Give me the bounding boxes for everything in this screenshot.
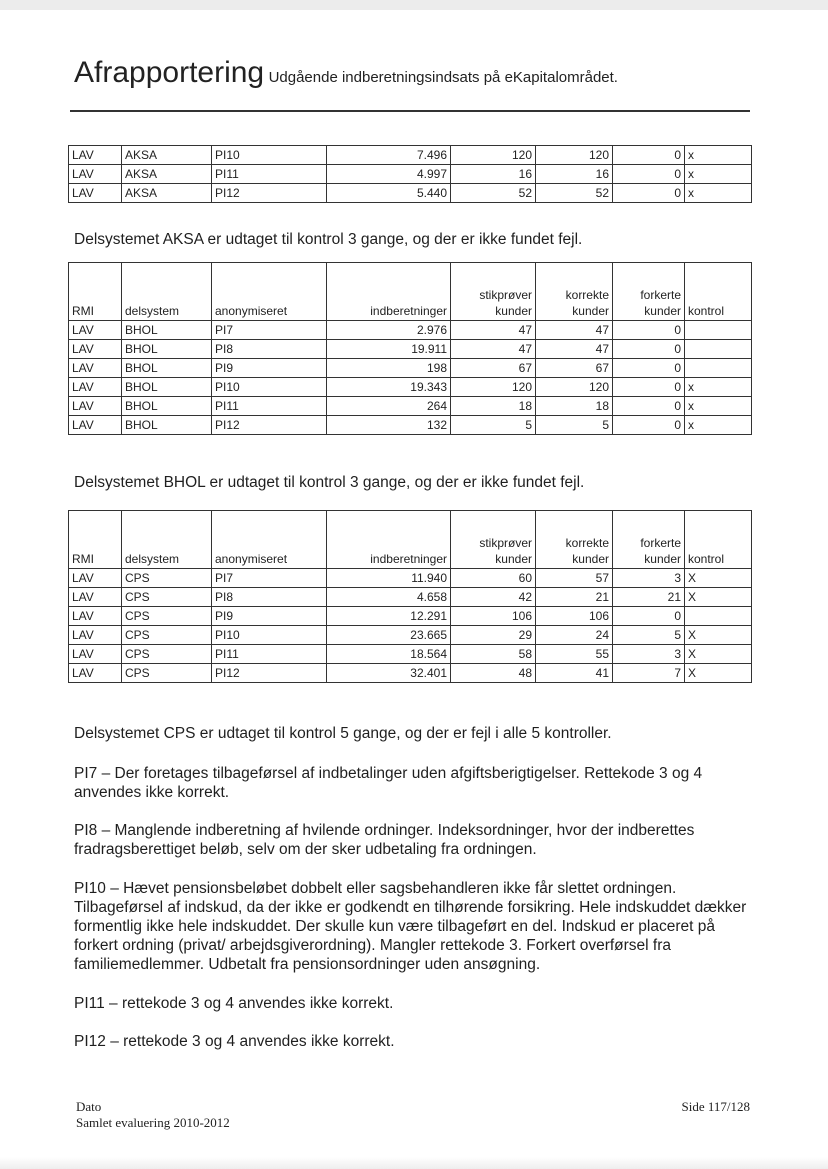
indberetninger-cell: 23.665: [327, 626, 451, 645]
table-row: [69, 340, 752, 359]
cps-table: [68, 510, 752, 683]
anonymiseret-cell: PI8: [212, 588, 327, 607]
rmi-cell: LAV: [69, 378, 122, 397]
stikprover-cell: 18: [451, 397, 536, 416]
delsystem-cell: CPS: [122, 607, 212, 626]
rmi-cell: LAV: [69, 664, 122, 683]
indberetninger-cell: 4.997: [327, 165, 451, 184]
forkerte-cell: 0: [613, 184, 685, 203]
rmi-cell: LAV: [69, 569, 122, 588]
delsystem-cell: CPS: [122, 626, 212, 645]
kontrol-cell: X: [685, 588, 752, 607]
rmi-cell: LAV: [69, 321, 122, 340]
stikprover-cell: 16: [451, 165, 536, 184]
col-anonymiseret: anonymiseret: [212, 511, 327, 569]
stikprover-cell: 5: [451, 416, 536, 435]
anonymiseret-cell: PI7: [212, 321, 327, 340]
page-bottom-edge: [0, 1157, 828, 1169]
anonymiseret-cell: PI7: [212, 569, 327, 588]
forkerte-cell: 3: [613, 569, 685, 588]
stikprover-cell: 47: [451, 340, 536, 359]
kontrol-cell: [685, 340, 752, 359]
kontrol-cell: x: [685, 184, 752, 203]
anonymiseret-cell: PI11: [212, 165, 327, 184]
col-korrekte: korrekte kunder: [536, 263, 613, 321]
stikprover-cell: 120: [451, 378, 536, 397]
forkerte-cell: 5: [613, 626, 685, 645]
aksa-table: [68, 145, 752, 203]
footer-left: [76, 1099, 230, 1131]
kontrol-cell: X: [685, 626, 752, 645]
korrekte-cell: 47: [536, 321, 613, 340]
indberetninger-cell: 5.440: [327, 184, 451, 203]
korrekte-cell: 5: [536, 416, 613, 435]
bhol-summary: Delsystemet BHOL er udtaget til kontrol 3 gange, og der er ikke fundet fejl.: [74, 474, 585, 491]
anonymiseret-cell: PI12: [212, 184, 327, 203]
page-top-edge: [0, 0, 828, 10]
forkerte-cell: 0: [613, 340, 685, 359]
rmi-cell: LAV: [69, 645, 122, 664]
korrekte-cell: 47: [536, 340, 613, 359]
korrekte-cell: 55: [536, 645, 613, 664]
col-delsystem: delsystem: [122, 263, 212, 321]
stikprover-cell: 52: [451, 184, 536, 203]
korrekte-cell: 57: [536, 569, 613, 588]
table-row: [69, 645, 752, 664]
indberetninger-cell: 11.940: [327, 569, 451, 588]
forkerte-cell: 0: [613, 378, 685, 397]
table-row: [69, 321, 752, 340]
kontrol-cell: [685, 321, 752, 340]
rmi-cell: LAV: [69, 359, 122, 378]
rmi-cell: LAV: [69, 165, 122, 184]
delsystem-cell: CPS: [122, 645, 212, 664]
kontrol-cell: [685, 607, 752, 626]
indberetninger-cell: 18.564: [327, 645, 451, 664]
table-row: [69, 359, 752, 378]
kontrol-cell: x: [685, 378, 752, 397]
delsystem-cell: BHOL: [122, 359, 212, 378]
indberetninger-cell: 32.401: [327, 664, 451, 683]
delsystem-cell: CPS: [122, 664, 212, 683]
page-header: [74, 56, 754, 90]
rmi-cell: LAV: [69, 184, 122, 203]
page-subtitle: Udgående indberetningsindsats på eKapitalområdet.: [268, 69, 618, 86]
indberetninger-cell: 264: [327, 397, 451, 416]
page-title: Afrapportering: [74, 56, 265, 89]
stikprover-cell: 120: [451, 146, 536, 165]
korrekte-cell: 52: [536, 184, 613, 203]
rmi-cell: LAV: [69, 146, 122, 165]
rmi-cell: LAV: [69, 340, 122, 359]
col-korrekte: korrekte kunder: [536, 511, 613, 569]
table-row: [69, 146, 752, 165]
forkerte-cell: 0: [613, 146, 685, 165]
delsystem-cell: AKSA: [122, 146, 212, 165]
forkerte-cell: 21: [613, 588, 685, 607]
stikprover-cell: 60: [451, 569, 536, 588]
stikprover-cell: 48: [451, 664, 536, 683]
delsystem-cell: BHOL: [122, 378, 212, 397]
note-pi7: PI7 – Der foretages tilbageførsel af indbetalinger uden afgiftsberigtigelser. Rettekode 3 og 4 anvendes ikke korrekt.: [74, 765, 703, 801]
korrekte-cell: 24: [536, 626, 613, 645]
table-row: [69, 416, 752, 435]
indberetninger-cell: 7.496: [327, 146, 451, 165]
anonymiseret-cell: PI12: [212, 664, 327, 683]
table-row: [69, 165, 752, 184]
rmi-cell: LAV: [69, 588, 122, 607]
rmi-cell: LAV: [69, 607, 122, 626]
header-divider: [70, 110, 750, 112]
anonymiseret-cell: PI10: [212, 378, 327, 397]
korrekte-cell: 41: [536, 664, 613, 683]
note-pi12: PI12 – rettekode 3 og 4 anvendes ikke korrekt.: [74, 1033, 395, 1050]
kontrol-cell: X: [685, 569, 752, 588]
kontrol-cell: x: [685, 416, 752, 435]
rmi-cell: LAV: [69, 416, 122, 435]
korrekte-cell: 67: [536, 359, 613, 378]
anonymiseret-cell: PI10: [212, 626, 327, 645]
delsystem-cell: CPS: [122, 588, 212, 607]
indberetninger-cell: 132: [327, 416, 451, 435]
anonymiseret-cell: PI10: [212, 146, 327, 165]
forkerte-cell: 0: [613, 321, 685, 340]
anonymiseret-cell: PI11: [212, 645, 327, 664]
table-row: [69, 397, 752, 416]
col-kontrol: kontrol: [685, 511, 752, 569]
col-rmi: RMI: [69, 511, 122, 569]
korrekte-cell: 21: [536, 588, 613, 607]
korrekte-cell: 16: [536, 165, 613, 184]
col-rmi: RMI: [69, 263, 122, 321]
stikprover-cell: 106: [451, 607, 536, 626]
cps-summary: Delsystemet CPS er udtaget til kontrol 5 gange, og der er fejl i alle 5 kontroller.: [74, 725, 612, 742]
forkerte-cell: 7: [613, 664, 685, 683]
indberetninger-cell: 12.291: [327, 607, 451, 626]
kontrol-cell: x: [685, 397, 752, 416]
delsystem-cell: CPS: [122, 569, 212, 588]
col-indberetninger: indberetninger: [327, 263, 451, 321]
forkerte-cell: 0: [613, 607, 685, 626]
kontrol-cell: x: [685, 165, 752, 184]
aksa-summary: Delsystemet AKSA er udtaget til kontrol 3 gange, og der er ikke fundet fejl.: [74, 231, 583, 248]
kontrol-cell: [685, 359, 752, 378]
col-anonymiseret: anonymiseret: [212, 263, 327, 321]
indberetninger-cell: 198: [327, 359, 451, 378]
kontrol-cell: X: [685, 664, 752, 683]
table-row: [69, 607, 752, 626]
col-delsystem: delsystem: [122, 511, 212, 569]
forkerte-cell: 0: [613, 359, 685, 378]
stikprover-cell: 42: [451, 588, 536, 607]
delsystem-cell: BHOL: [122, 321, 212, 340]
forkerte-cell: 3: [613, 645, 685, 664]
anonymiseret-cell: PI9: [212, 607, 327, 626]
indberetninger-cell: 2.976: [327, 321, 451, 340]
table-row: [69, 626, 752, 645]
indberetninger-cell: 4.658: [327, 588, 451, 607]
anonymiseret-cell: PI11: [212, 397, 327, 416]
delsystem-cell: BHOL: [122, 397, 212, 416]
col-stikprover: stikprøver kunder: [451, 511, 536, 569]
col-stikprover: stikprøver kunder: [451, 263, 536, 321]
table-row: [69, 569, 752, 588]
stikprover-cell: 47: [451, 321, 536, 340]
table-row: [69, 588, 752, 607]
korrekte-cell: 18: [536, 397, 613, 416]
note-pi11: PI11 – rettekode 3 og 4 anvendes ikke korrekt.: [74, 995, 394, 1012]
stikprover-cell: 58: [451, 645, 536, 664]
forkerte-cell: 0: [613, 397, 685, 416]
delsystem-cell: AKSA: [122, 184, 212, 203]
table-row: [69, 184, 752, 203]
korrekte-cell: 120: [536, 378, 613, 397]
col-forkerte: forkerte kunder: [613, 263, 685, 321]
col-forkerte: forkerte kunder: [613, 511, 685, 569]
kontrol-cell: X: [685, 645, 752, 664]
delsystem-cell: BHOL: [122, 340, 212, 359]
forkerte-cell: 0: [613, 416, 685, 435]
footer-document: Samlet evaluering 2010-2012: [76, 1115, 230, 1130]
delsystem-cell: BHOL: [122, 416, 212, 435]
note-pi8: PI8 – Manglende indberetning af hvilende ordninger. Indeksordninger, hvor der indberettes fradragsberettiget beløb, selv om der sker udbetaling fra ordningen.: [74, 822, 695, 858]
anonymiseret-cell: PI8: [212, 340, 327, 359]
table-row: [69, 664, 752, 683]
stikprover-cell: 29: [451, 626, 536, 645]
col-indberetninger: indberetninger: [327, 511, 451, 569]
korrekte-cell: 120: [536, 146, 613, 165]
indberetninger-cell: 19.911: [327, 340, 451, 359]
footer-page-number: Side 117/128: [681, 1099, 750, 1114]
rmi-cell: LAV: [69, 626, 122, 645]
indberetninger-cell: 19.343: [327, 378, 451, 397]
stikprover-cell: 67: [451, 359, 536, 378]
forkerte-cell: 0: [613, 165, 685, 184]
table-row: [69, 378, 752, 397]
col-kontrol: kontrol: [685, 263, 752, 321]
bhol-table: [68, 262, 752, 435]
footer-dato: Dato: [76, 1099, 102, 1114]
note-pi10: PI10 – Hævet pensionsbeløbet dobbelt eller sagsbehandleren ikke får slettet ordningen. Tilbageførsel af indskud, da der ikke er godkendt en tilhørende forsikring. Hele indskuddet dækker formentlig ikke hele indskuddet. Der skulle kun være tilbageført en del. Indskud er placeret på forkert ordning (privat/ arbejdsgiverordning). Mangler rettekode 3. Forkert overførsel fra familiemedlemmer. Udbetalt fra pensionsordninger uden ansøgning.: [74, 880, 747, 973]
anonymiseret-cell: PI9: [212, 359, 327, 378]
korrekte-cell: 106: [536, 607, 613, 626]
rmi-cell: LAV: [69, 397, 122, 416]
kontrol-cell: x: [685, 146, 752, 165]
anonymiseret-cell: PI12: [212, 416, 327, 435]
delsystem-cell: AKSA: [122, 165, 212, 184]
